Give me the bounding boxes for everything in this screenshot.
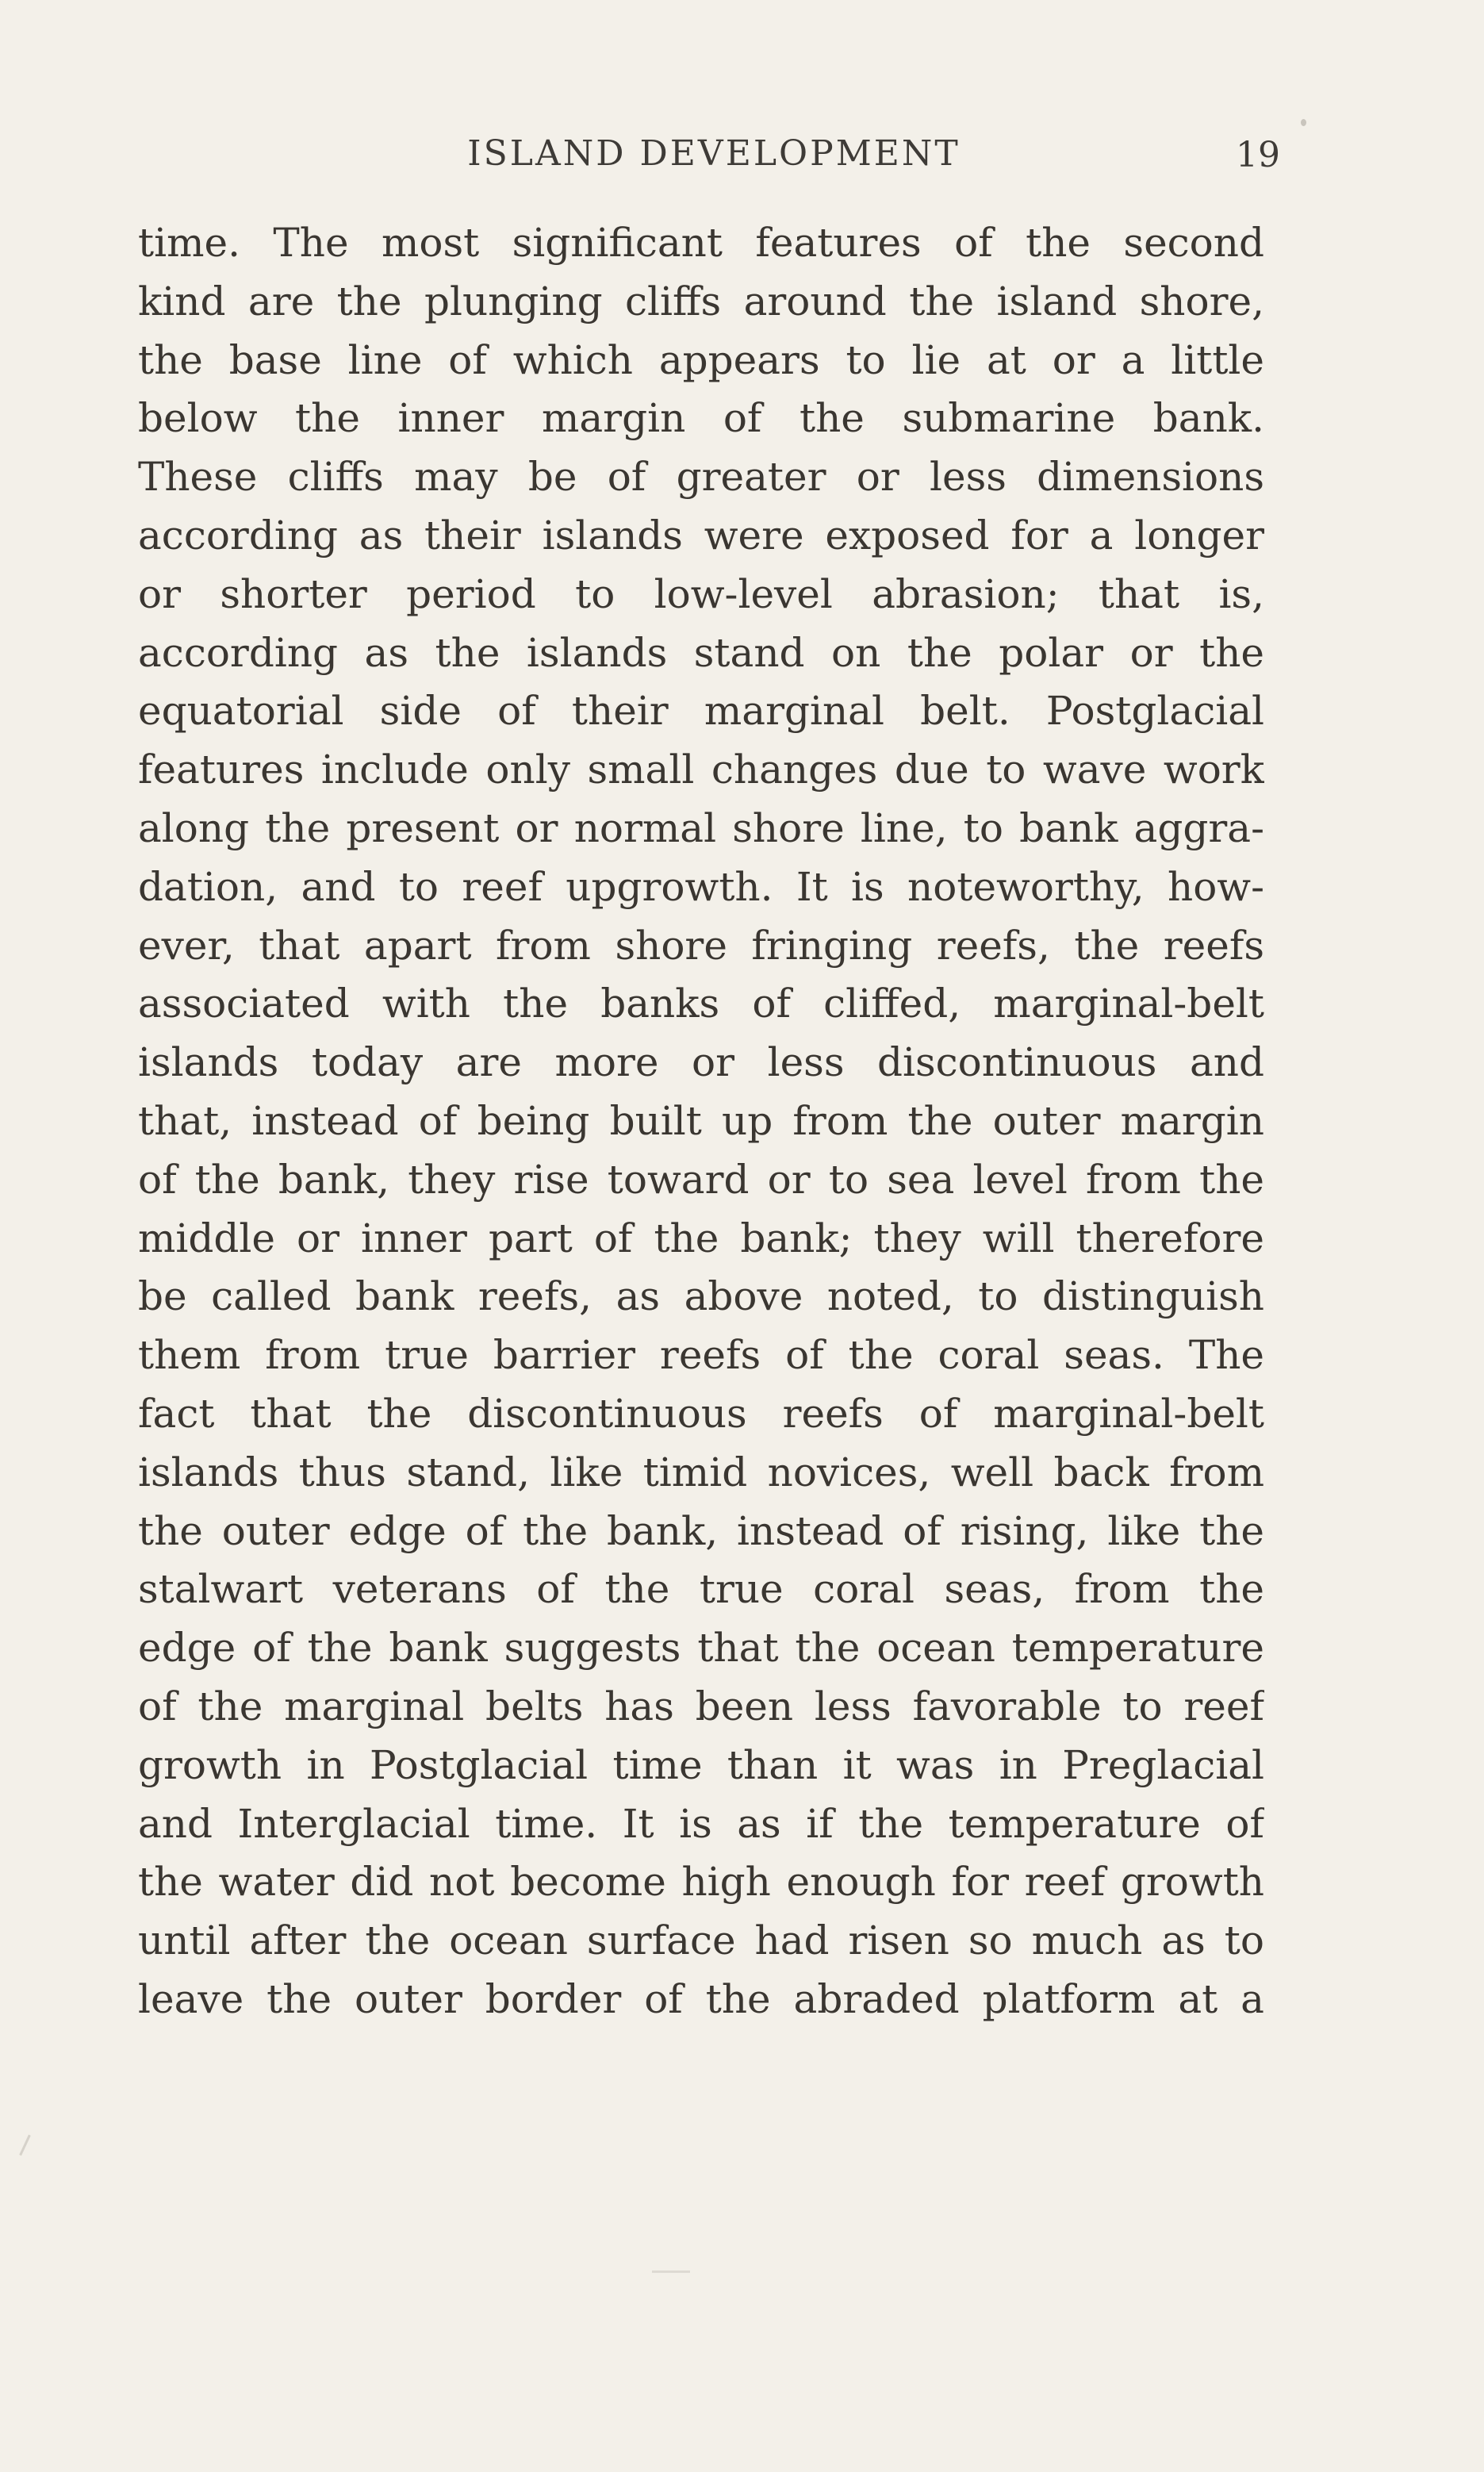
text-line: below the inner margin of the submarine bank. [138, 395, 1264, 442]
text-line: be called bank reefs, as above noted, to distinguish [138, 1273, 1264, 1320]
text-line: and Interglacial time. It is as if the temperature of [138, 1800, 1264, 1847]
text-line: the base line of which appears to lie at or a little [138, 336, 1264, 383]
text-line: dation, and to reef upgrowth. It is noteworthy, how- [138, 863, 1264, 910]
text-line: ever, that apart from shore fringing reefs, the reefs [138, 922, 1264, 969]
text-line: islands today are more or less discontinuous and [138, 1039, 1264, 1086]
text-line: kind are the plunging cliffs around the island shore, [138, 278, 1264, 324]
paper-mark [19, 2135, 31, 2156]
page-number: 19 [1236, 135, 1280, 175]
text-line: the water did not become high enough for reef growth [138, 1859, 1264, 1906]
text-line: middle or inner part of the bank; they will therefore [138, 1215, 1264, 1261]
text-line: leave the outer border of the abraded platform at a [138, 1975, 1264, 2022]
text-line: of the marginal belts has been less favorable to reef [138, 1683, 1264, 1729]
text-line: These cliffs may be of greater or less dimensions [138, 454, 1264, 501]
text-line: along the present or normal shore line, to bank aggra- [138, 804, 1264, 851]
text-line: equatorial side of their marginal belt. Postglacial [138, 688, 1264, 735]
body-text [138, 214, 1264, 2029]
text-line: islands thus stand, like timid novices, well back from [138, 1449, 1264, 1495]
text-line: according as the islands stand on the polar or the [138, 629, 1264, 676]
text-line: features include only small changes due to wave work [138, 747, 1264, 793]
text-line: of the bank, they rise toward or to sea level from the [138, 1156, 1264, 1203]
text-line: time. The most significant features of the second [138, 220, 1264, 266]
text-line: them from true barrier reefs of the coral seas. The [138, 1332, 1264, 1379]
text-line: the outer edge of the bank, instead of rising, like the [138, 1507, 1264, 1554]
text-line: associated with the banks of cliffed, marginal-belt [138, 981, 1264, 1027]
text-line: or shorter period to low-level abrasion; that is, [138, 570, 1264, 617]
text-line: according as their islands were exposed for a longer [138, 512, 1264, 559]
running-title: ISLAND DEVELOPMENT [467, 133, 961, 174]
text-line: edge of the bank suggests that the ocean temperature [138, 1625, 1264, 1672]
paper-mark [652, 2270, 690, 2273]
text-line: that, instead of being built up from the outer margin [138, 1097, 1264, 1144]
text-line: fact that the discontinuous reefs of marginal-belt [138, 1390, 1264, 1437]
text-line: stalwart veterans of the true coral seas, from the [138, 1566, 1264, 1613]
running-head [138, 133, 1280, 189]
text-line: growth in Postglacial time than it was in Preglacial [138, 1741, 1264, 1788]
paper-spot [1301, 119, 1306, 126]
text-line: until after the ocean surface had risen so much as to [138, 1917, 1264, 1964]
